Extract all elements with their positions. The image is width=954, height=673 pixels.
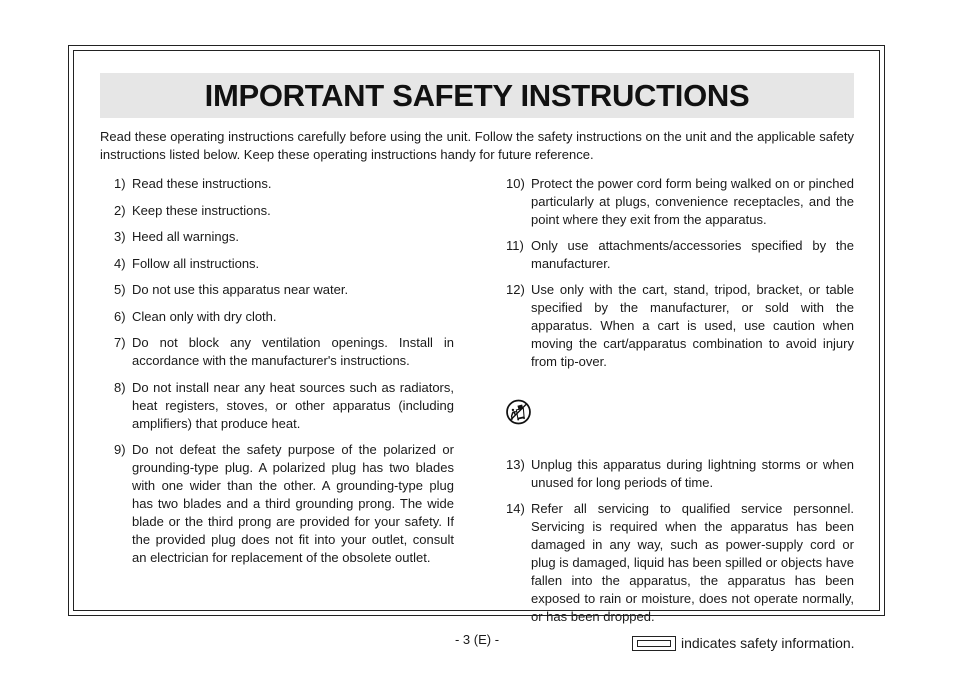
item-number: 4) xyxy=(114,255,126,271)
item-number: 14) xyxy=(506,501,525,516)
list-item xyxy=(506,281,854,448)
list-item xyxy=(114,228,454,246)
item-number: 13) xyxy=(506,457,525,472)
item-number: 8) xyxy=(114,379,126,395)
list-item xyxy=(114,441,454,567)
item-text: Keep these instructions. xyxy=(132,202,271,218)
item-text: Use only with the cart, stand, tripod, bracket, or table specified by the manufacturer, or sold with the apparatus. When a cart is used, use caution when moving the cart/apparatus combination to avoid injury from tip-over. xyxy=(531,282,854,369)
item-number: 3) xyxy=(114,229,126,244)
list-item xyxy=(506,456,854,492)
item-text: Protect the power cord form being walked on or pinched particularly at plugs, convenience receptacles, and the point where they exit from the apparatus. xyxy=(531,176,854,227)
item-number: 9) xyxy=(114,442,126,457)
item-text: Clean only with dry cloth. xyxy=(132,308,277,324)
list-item xyxy=(506,175,854,229)
item-text: Only use attachments/accessories specified by the manufacturer. xyxy=(531,238,854,271)
list-item xyxy=(114,379,454,433)
item-text: Do not install near any heat sources such as radiators, heat registers, stoves, or other apparatus (including amplifiers) that produce heat. xyxy=(132,379,454,431)
list-item xyxy=(506,500,854,626)
instruction-list-right xyxy=(506,175,854,634)
list-item xyxy=(114,308,454,326)
list-item xyxy=(114,202,454,220)
cart-tip-over-warning-icon xyxy=(506,371,531,448)
item-number: 11) xyxy=(506,238,524,253)
safety-information-symbol-icon xyxy=(632,636,676,651)
item-text: Heed all warnings. xyxy=(132,229,239,244)
list-item xyxy=(506,237,854,273)
item-text: Do not defeat the safety purpose of the polarized or grounding-type plug. A polarized plug has two blades with one wider than the other. A grounding-type plug has two blades and a third grounding prong. The wide blade or the third prong are provided for your safety. If the provided plug does not fit into your outlet, consult an electrician for replacement of the obsolete outlet. xyxy=(132,442,454,565)
item-text: Do not use this apparatus near water. xyxy=(132,282,349,297)
safety-legend xyxy=(632,635,855,651)
item-number: 5) xyxy=(114,282,126,297)
item-number: 1) xyxy=(114,176,126,191)
page-title: IMPORTANT SAFETY INSTRUCTIONS xyxy=(204,77,750,113)
list-item xyxy=(114,175,454,193)
intro-paragraph: Read these operating instructions carefully before using the unit. Follow the safety instructions on the unit and the applicable safety instructions listed below. Keep these operating instructions handy for future reference. xyxy=(100,129,854,162)
item-number: 7) xyxy=(114,335,126,350)
item-text: Follow all instructions. xyxy=(132,255,260,271)
title-bar xyxy=(100,73,854,118)
item-number: 6) xyxy=(114,308,126,324)
item-number: 12) xyxy=(506,282,525,297)
item-number: 10) xyxy=(506,176,525,191)
legend-text: indicates safety information. xyxy=(681,635,855,651)
page-number: - 3 (E) - xyxy=(454,632,500,647)
item-text: Unplug this apparatus during lightning storms or when unused for long periods of time. xyxy=(531,457,854,490)
list-item xyxy=(114,281,454,299)
item-text: Read these instructions. xyxy=(132,176,272,191)
list-item xyxy=(114,255,454,273)
list-item xyxy=(114,334,454,370)
item-text: Do not block any ventilation openings. Install in accordance with the manufacturer's instructions. xyxy=(132,335,454,368)
item-number: 2) xyxy=(114,202,126,218)
instruction-list-left xyxy=(114,175,454,576)
item-text: Refer all servicing to qualified service personnel. Servicing is required when the apparatus has been damaged in any way, such as power-supply cord or plug is damaged, liquid has been spilled or objects have fallen into the apparatus, the apparatus has been exposed to rain or moisture, does not operate normally, or has been dropped. xyxy=(531,501,854,624)
